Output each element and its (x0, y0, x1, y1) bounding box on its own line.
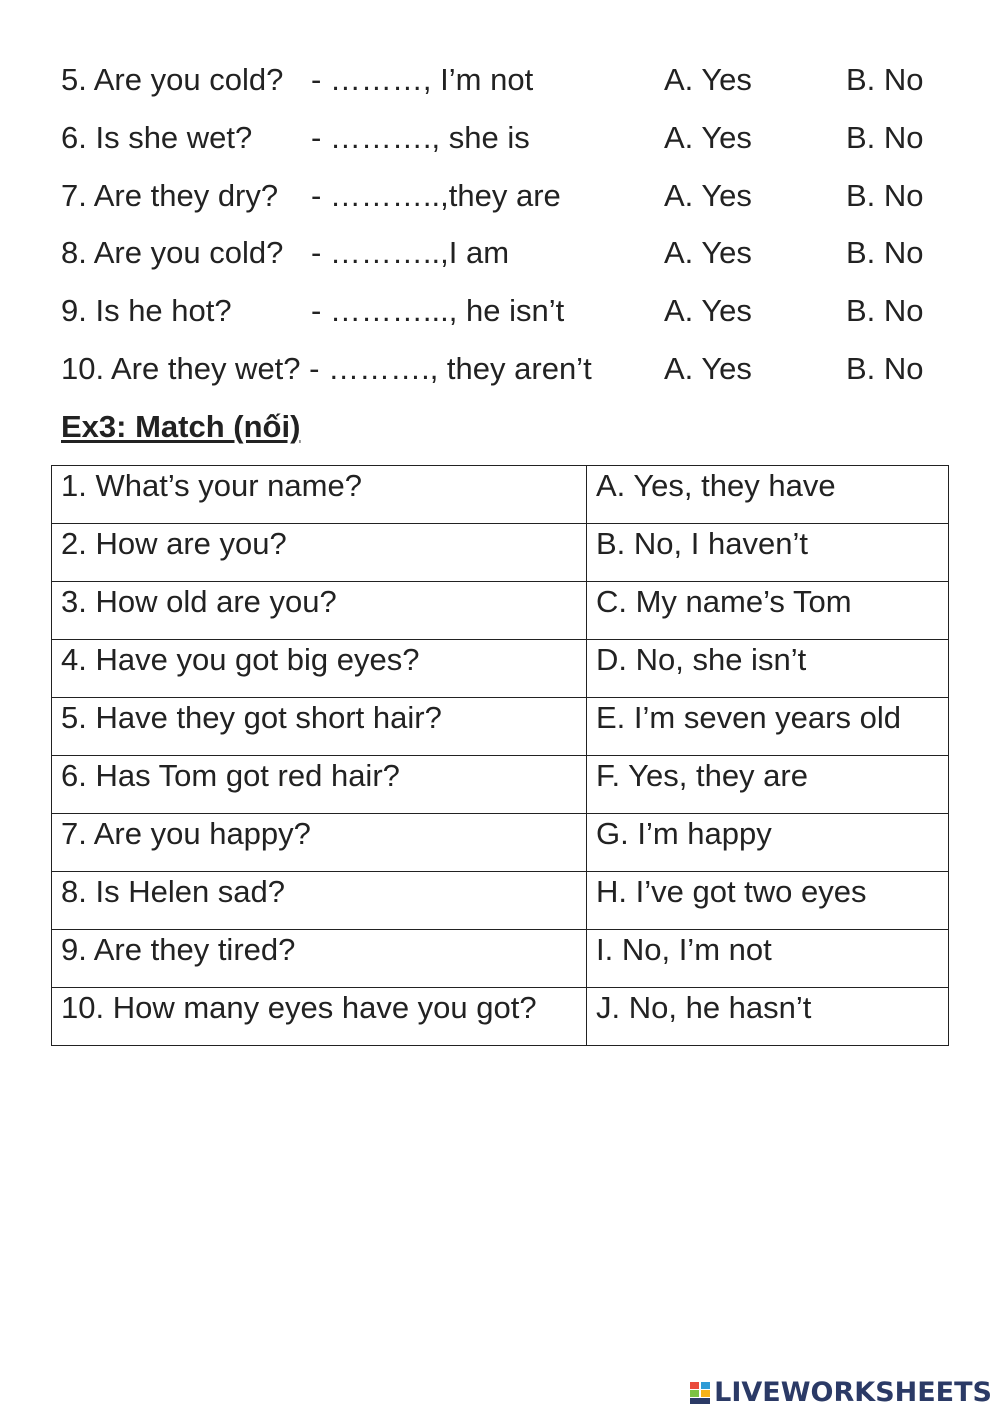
match-answer-cell[interactable]: E. I’m seven years old (587, 698, 949, 756)
table-row (52, 698, 949, 756)
exercise-3-title: Ex3: Match (nối) (61, 409, 301, 444)
question-text: 7. Are they dry? (61, 178, 279, 213)
option-b[interactable]: B. No (846, 120, 924, 155)
answer-blank-text: - ………..,I am (311, 235, 510, 270)
match-question-cell[interactable]: 6. Has Tom got red hair? (52, 756, 587, 814)
match-question-cell[interactable]: 2. How are you? (52, 524, 587, 582)
match-question-cell[interactable]: 1. What’s your name? (52, 466, 587, 524)
match-question-cell[interactable]: 3. How old are you? (52, 582, 587, 640)
question-text: 8. Are you cold? (61, 235, 284, 270)
option-a[interactable]: A. Yes (664, 120, 752, 155)
option-a[interactable]: A. Yes (664, 235, 752, 270)
answer-blank-text: - ………, I’m not (311, 62, 534, 97)
question-text: 9. Is he hot? (61, 293, 232, 328)
exercise-row (0, 233, 1000, 273)
match-question-cell[interactable]: 10. How many eyes have you got? (52, 988, 587, 1046)
match-answer-cell[interactable]: B. No, I haven’t (587, 524, 949, 582)
match-answer-cell[interactable]: D. No, she isn’t (587, 640, 949, 698)
exercise-row (0, 118, 1000, 158)
answer-blank-text: - ………..., he isn’t (311, 293, 565, 328)
match-question-cell[interactable]: 4. Have you got big eyes? (52, 640, 587, 698)
table-row (52, 988, 949, 1046)
match-answer-cell[interactable]: F. Yes, they are (587, 756, 949, 814)
match-question-cell[interactable]: 5. Have they got short hair? (52, 698, 587, 756)
match-question-cell[interactable]: 7. Are you happy? (52, 814, 587, 872)
match-answer-cell[interactable]: A. Yes, they have (587, 466, 949, 524)
option-a[interactable]: A. Yes (664, 62, 752, 97)
table-row (52, 466, 949, 524)
liveworksheets-logo-icon (689, 1380, 711, 1406)
option-b[interactable]: B. No (846, 62, 924, 97)
watermark-text: LIVEWORKSHEETS (714, 1377, 992, 1408)
option-a[interactable]: A. Yes (664, 351, 752, 386)
exercise-row (0, 349, 1000, 389)
question-text: 10. Are they wet? - ………., they aren’t (61, 351, 592, 386)
table-row (52, 640, 949, 698)
exercise-row (0, 60, 1000, 100)
option-a[interactable]: A. Yes (664, 178, 752, 213)
answer-blank-text: - ………..,they are (311, 178, 561, 213)
option-b[interactable]: B. No (846, 351, 924, 386)
match-answer-cell[interactable]: C. My name’s Tom (587, 582, 949, 640)
liveworksheets-watermark (689, 1376, 992, 1410)
answer-blank-text: - ………., she is (311, 120, 530, 155)
option-b[interactable]: B. No (846, 178, 924, 213)
question-text: 6. Is she wet? (61, 120, 253, 155)
match-table (51, 465, 949, 1046)
match-question-cell[interactable]: 9. Are they tired? (52, 930, 587, 988)
table-row (52, 814, 949, 872)
exercise-row (0, 176, 1000, 216)
exercise-row (0, 291, 1000, 331)
option-b[interactable]: B. No (846, 293, 924, 328)
option-a[interactable]: A. Yes (664, 293, 752, 328)
table-row (52, 872, 949, 930)
table-row (52, 582, 949, 640)
table-row (52, 524, 949, 582)
match-answer-cell[interactable]: H. I’ve got two eyes (587, 872, 949, 930)
match-question-cell[interactable]: 8. Is Helen sad? (52, 872, 587, 930)
match-answer-cell[interactable]: I. No, I’m not (587, 930, 949, 988)
option-b[interactable]: B. No (846, 235, 924, 270)
table-row (52, 930, 949, 988)
match-answer-cell[interactable]: J. No, he hasn’t (587, 988, 949, 1046)
match-answer-cell[interactable]: G. I’m happy (587, 814, 949, 872)
table-row (52, 756, 949, 814)
question-text: 5. Are you cold? (61, 62, 284, 97)
